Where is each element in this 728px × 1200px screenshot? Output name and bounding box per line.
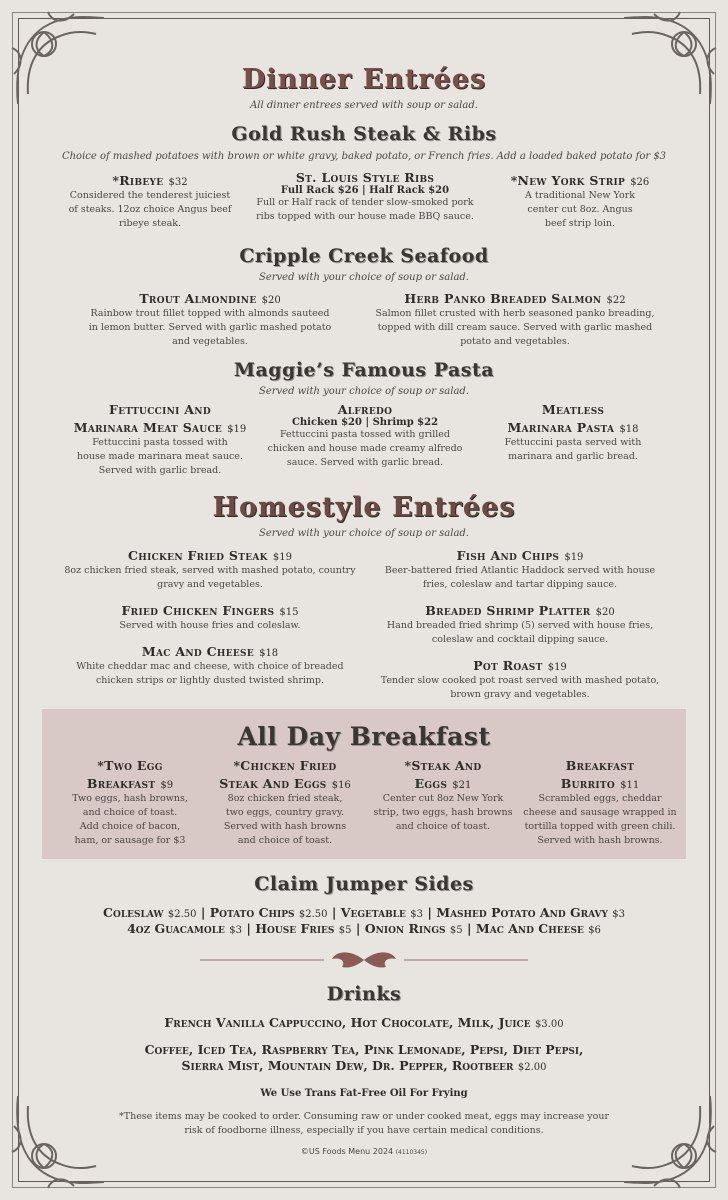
menu-item-meatless-marinara (478, 402, 668, 464)
item-desc: 8oz chicken fried steak, (227, 793, 343, 804)
item-desc: Beer-battered fried Atlantic Haddock served with house (384, 565, 656, 576)
item-sub: Chicken $20 | Shrimp $22 (291, 417, 439, 428)
item-desc: fries, coleslaw and tartar dipping sauce. (422, 579, 618, 590)
item-desc: brown gravy and vegetables. (450, 689, 590, 700)
item-name: *Steak And (404, 758, 482, 773)
item-desc: ribs topped with our house made BBQ sauce. (256, 211, 474, 222)
menu-item-cfs-and-eggs (205, 758, 365, 848)
side-item: Coleslaw (103, 905, 164, 920)
item-name: Mac And Cheese (141, 644, 254, 659)
drinks-line-2b (0, 1058, 728, 1073)
item-name: St. Louis Style Ribs (295, 170, 435, 185)
item-desc: chicken and house made creamy alfredo (267, 443, 463, 454)
menu-item-mac-and-cheese (60, 641, 360, 688)
item-desc: Served with hash browns. (537, 835, 663, 846)
corner-flourish-icon (614, 4, 724, 114)
breakfast-section-title: All Day Breakfast (237, 722, 491, 751)
item-desc: and choice of toast. (237, 835, 333, 846)
item-price: $18 (619, 424, 639, 435)
menu-item-alfredo (255, 402, 475, 470)
item-name: Fettuccini And (109, 402, 211, 417)
item-price: $21 (452, 780, 472, 791)
item-name: *New York Strip (510, 173, 626, 188)
menu-item-two-egg (60, 758, 200, 848)
homestyle-title: Homestyle Entrées (212, 492, 516, 523)
item-desc: Served with garlic bread. (98, 465, 222, 476)
menu-item-fish-and-chips (370, 545, 670, 592)
item-desc: Fettuccini pasta served with (504, 437, 642, 448)
item-desc: Add choice of bacon, (79, 821, 181, 832)
item-desc: Fettuccini pasta tossed with (92, 437, 228, 448)
side-price: $5 (338, 925, 352, 936)
drinks-section-title: Drinks (326, 983, 402, 1005)
side-price: $3 (612, 909, 625, 920)
item-desc: Scrambled eggs, cheddar (538, 793, 662, 804)
item-desc: and vegetables. (172, 336, 248, 347)
item-desc: Center cut 8oz New York (382, 793, 504, 804)
side-price: $6 (588, 925, 601, 936)
item-desc: Tender slow cooked pot roast served with mashed potato, (380, 675, 660, 686)
item-name: *Chicken Fried (233, 758, 337, 773)
drinks-line-2a: Coffee, Iced Tea, Raspberry Tea, Pink Lemonade, Pepsi, Diet Pepsi, (144, 1042, 584, 1057)
trans-fat-note: We Use Trans Fat-Free Oil For Frying (260, 1088, 468, 1099)
dinner-note: All dinner entrees served with soup or salad. (250, 100, 478, 111)
warning-line-2: risk of foodborne illness, especially if you have certain medical conditions. (184, 1125, 544, 1136)
item-name: Burrito (560, 776, 616, 791)
item-desc: and choice of toast. (395, 821, 491, 832)
item-desc: chicken strips or lightly dusted twisted shrimp. (95, 675, 325, 686)
item-name: Pot Roast (473, 658, 543, 673)
menu-item-ribeye (60, 170, 240, 231)
drinks-list: French Vanilla Cappuccino, Hot Chocolate, Milk, Juice (164, 1015, 531, 1030)
corner-flourish-icon (4, 1086, 114, 1196)
menu-item-ny-strip (490, 170, 670, 231)
menu-item-salmon (365, 288, 665, 349)
side-item: House Fries (255, 921, 335, 936)
menu-item-trout (80, 288, 340, 349)
item-desc: Salmon fillet crusted with herb seasoned panko breading, (375, 308, 655, 319)
side-item: Mashed Potato And Gravy (436, 905, 608, 920)
divider-ornament-icon (200, 947, 528, 973)
menu-item-fettuccini-meat (60, 402, 260, 478)
side-price: $5 (449, 925, 463, 936)
item-desc: and choice of toast. (82, 807, 178, 818)
steak-section-title: Gold Rush Steak & Ribs (231, 123, 497, 145)
side-item: Mac And Cheese (475, 921, 584, 936)
item-desc: gravy and vegetables. (157, 579, 263, 590)
item-desc: Served with house fries and coleslaw. (119, 620, 301, 631)
dinner-title: Dinner Entrées (241, 64, 487, 95)
item-desc: coleslaw and cocktail dipping sauce. (431, 634, 609, 645)
item-desc: 8oz chicken fried steak, served with mashed potato, country (64, 565, 356, 576)
item-name: Breakfast (565, 758, 635, 773)
pasta-note: Served with your choice of soup or salad. (258, 386, 469, 397)
side-price: $2.50 (298, 909, 328, 920)
item-name: Breakfast (86, 776, 156, 791)
item-price: $22 (606, 295, 626, 306)
item-desc: potato and vegetables. (460, 336, 570, 347)
item-desc: in lemon butter. Served with garlic mashed potato (88, 322, 332, 333)
copyright (0, 1147, 728, 1156)
item-name: Marinara Pasta (507, 420, 615, 435)
item-desc: beef strip loin. (544, 218, 616, 229)
item-price: $20 (261, 295, 281, 306)
item-desc: Rainbow trout fillet topped with almonds sauteed (90, 308, 330, 319)
copyright-text: ©US Foods Menu 2024 (300, 1147, 394, 1156)
homestyle-note: Served with your choice of soup or salad. (258, 528, 469, 539)
item-name: Herb Panko Breaded Salmon (404, 291, 602, 306)
sides-line-1: Coleslaw $2.50 | Potato Chips $2.50 | Vegetable $3 | Mashed Potato And Gravy $3 (103, 905, 625, 920)
item-name: *Ribeye (112, 173, 164, 188)
side-item: Onion Rings (364, 921, 446, 936)
item-price: $16 (331, 780, 351, 791)
item-desc: marinara and garlic bread. (508, 451, 638, 462)
pasta-section-title: Maggie’s Famous Pasta (233, 359, 495, 381)
item-desc: Hand breaded fried shrimp (5) served with house fries, (386, 620, 654, 631)
menu-item-chicken-fried-steak (60, 545, 360, 592)
item-price: $19 (227, 424, 247, 435)
side-price: $2.50 (167, 909, 197, 920)
item-desc: topped with dill cream sauce. Served with garlic mashed (377, 322, 653, 333)
item-name: Steak And Eggs (219, 776, 327, 791)
item-price: $9 (160, 780, 174, 791)
item-name: Trout Almondine (139, 291, 257, 306)
menu-item-pot-roast (370, 655, 670, 702)
side-price: $3 (410, 909, 423, 920)
item-desc: tortilla topped with green chili. (524, 821, 676, 832)
item-desc: Served with hash browns (223, 821, 347, 832)
item-name: Fish And Chips (456, 548, 560, 563)
item-price: $26 (630, 177, 650, 188)
item-desc: sauce. Served with garlic bread. (286, 457, 444, 468)
item-price: $20 (595, 607, 615, 618)
sides-line-2: 4oz Guacamole $3 | House Fries $5 | Onion Rings $5 | Mac And Cheese $6 (127, 921, 601, 936)
item-desc: Considered the tenderest juiciest (69, 190, 231, 201)
item-desc: strip, two eggs, hash browns (373, 807, 513, 818)
item-name: Breaded Shrimp Platter (425, 603, 591, 618)
side-price: $3 (229, 925, 242, 936)
item-name: Meatless (541, 402, 605, 417)
item-desc: White cheddar mac and cheese, with choice of breaded (76, 661, 344, 672)
seafood-note: Served with your choice of soup or salad. (258, 272, 469, 283)
item-desc: of steaks. 12oz choice Angus beef (68, 204, 232, 215)
item-name: Marinara Meat Sauce (73, 420, 223, 435)
item-desc: two eggs, country gravy. (225, 807, 345, 818)
item-price: $11 (620, 780, 640, 791)
item-price: $19 (547, 662, 567, 673)
item-price: $32 (168, 177, 188, 188)
side-item: 4oz Guacamole (127, 921, 225, 936)
warning-line-1: *These items may be cooked to order. Consuming raw or under cooked meat, eggs may increase your (118, 1111, 609, 1122)
menu-code: (4110345) (395, 1149, 428, 1156)
item-desc: Full or Half rack of tender slow-smoked pork (256, 197, 474, 208)
side-item: Potato Chips (209, 905, 295, 920)
corner-flourish-icon (614, 1086, 724, 1196)
item-name: Alfredo (337, 402, 393, 417)
item-price: $18 (259, 648, 279, 659)
menu-item-shrimp-platter (370, 600, 670, 647)
item-price: $15 (279, 607, 299, 618)
item-desc: ham, or sausage for $3 (74, 835, 186, 846)
drinks-list: Sierra Mist, Mountain Dew, Dr. Pepper, Rootbeer (181, 1058, 514, 1073)
corner-flourish-icon (4, 4, 114, 114)
item-name: Fried Chicken Fingers (121, 603, 275, 618)
item-name: Eggs (414, 776, 448, 791)
drinks-price: $3.00 (534, 1019, 564, 1030)
item-price: $19 (272, 552, 292, 563)
item-price: $19 (564, 552, 584, 563)
menu-item-ribs (240, 170, 490, 224)
menu-item-breakfast-burrito (515, 758, 685, 848)
sides-section-title: Claim Jumper Sides (254, 873, 474, 895)
seafood-section-title: Cripple Creek Seafood (239, 245, 489, 267)
drinks-price: $2.00 (517, 1062, 547, 1073)
steak-note: Choice of mashed potatoes with brown or white gravy, baked potato, or French fries. Add a loaded baked potato for $3 (61, 151, 667, 162)
item-desc: cheese and sausage wrapped in (523, 807, 677, 818)
menu-item-steak-and-eggs (368, 758, 518, 834)
drinks-line-1 (0, 1015, 728, 1030)
item-sub: Full Rack $26 | Half Rack $20 (280, 185, 450, 196)
item-desc: center cut 8oz. Angus (527, 204, 633, 215)
item-name: *Two Egg (97, 758, 163, 773)
menu-item-chicken-fingers (60, 600, 360, 633)
item-name: Chicken Fried Steak (128, 548, 268, 563)
item-desc: Fettuccini pasta tossed with grilled (279, 429, 450, 440)
item-desc: A traditional New York (525, 190, 635, 201)
item-desc: ribeye steak. (118, 218, 182, 229)
item-desc: Two eggs, hash browns, (72, 793, 188, 804)
item-desc: house made marinara meat sauce. (77, 451, 243, 462)
side-item: Vegetable (340, 905, 406, 920)
